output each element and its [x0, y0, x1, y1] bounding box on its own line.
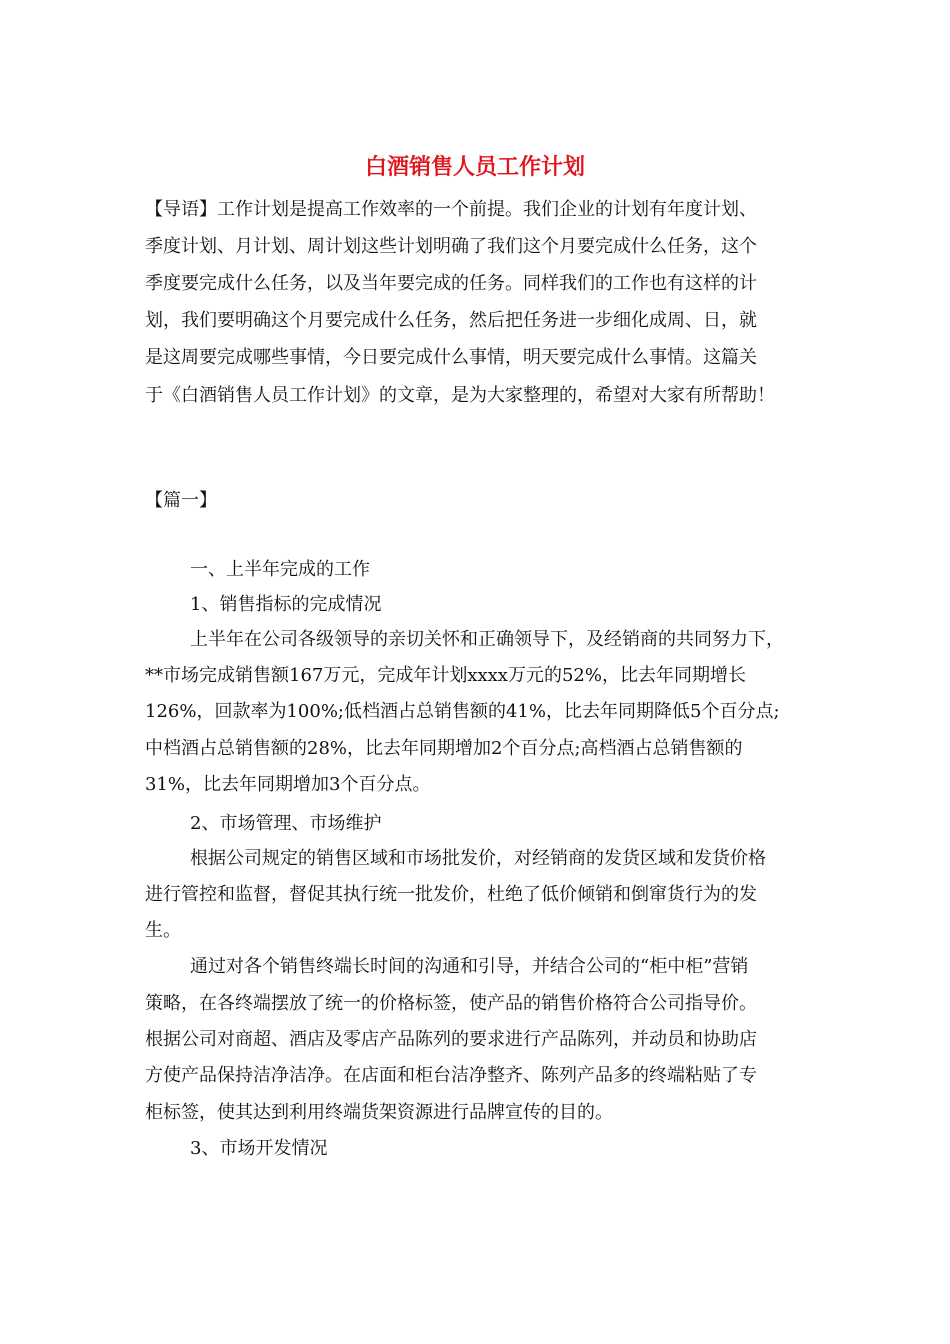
paragraph-line: 柜标签，使其达到利用终端货架资源进行品牌宣传的目的。 — [145, 1102, 613, 1123]
paragraph-line: 通过对各个销售终端长时间的沟通和引导，并结合公司的“柜中柜”营销 — [190, 956, 749, 977]
intro-line: 于《白酒销售人员工作计划》的文章，是为大家整理的，希望对大家有所帮助！ — [145, 385, 775, 406]
paragraph-line: **市场完成销售额167万元，完成年计划xxxx万元的52%，比去年同期增长 — [145, 665, 746, 686]
document-title: 白酒销售人员工作计划 — [364, 155, 585, 180]
subheading-market-development: 3、市场开发情况 — [190, 1138, 328, 1159]
paragraph-line: 126%，回款率为100%;低档酒占总销售额的41%，比去年同期降低5个百分点; — [145, 701, 780, 722]
paragraph-line: 中档酒占总销售额的28%，比去年同期增加2个百分点;高档酒占总销售额的 — [145, 738, 743, 759]
paragraph-line: 上半年在公司各级领导的亲切关怀和正确领导下，及经销商的共同努力下， — [190, 629, 784, 650]
paragraph-line: 策略，在各终端摆放了统一的价格标签，使产品的销售价格符合公司指导价。 — [145, 993, 757, 1014]
intro-line: 【导语】工作计划是提高工作效率的一个前提。我们企业的计划有年度计划、 — [145, 199, 757, 220]
paragraph-line: 根据公司对商超、酒店及零店产品陈列的要求进行产品陈列，并动员和协助店 — [145, 1029, 757, 1050]
paragraph-line: 生。 — [145, 920, 181, 941]
intro-line: 季度要完成什么任务，以及当年要完成的任务。同样我们的工作也有这样的计 — [145, 273, 757, 294]
subheading-sales-targets: 1、销售指标的完成情况 — [190, 594, 382, 615]
section-label: 【篇一】 — [145, 490, 217, 511]
paragraph-line: 进行管控和监督，督促其执行统一批发价，杜绝了低价倾销和倒窜货行为的发 — [145, 884, 757, 905]
intro-line: 是这周要完成哪些事情，今日要完成什么事情，明天要完成什么事情。这篇关 — [145, 347, 757, 368]
subheading-market-management: 2、市场管理、市场维护 — [190, 813, 382, 834]
paragraph-line: 31%，比去年同期增加3个百分点。 — [145, 774, 431, 795]
intro-line: 季度计划、月计划、周计划这些计划明确了我们这个月要完成什么任务，这个 — [145, 236, 757, 257]
paragraph-line: 方使产品保持洁净洁净。在店面和柜台洁净整齐、陈列产品多的终端粘贴了专 — [145, 1065, 757, 1086]
paragraph-line: 根据公司规定的销售区域和市场批发价，对经销商的发货区域和发货价格 — [190, 848, 766, 869]
intro-line: 划，我们要明确这个月要完成什么任务，然后把任务进一步细化成周、日，就 — [145, 310, 757, 331]
heading-first-half-work: 一、上半年完成的工作 — [190, 559, 370, 580]
